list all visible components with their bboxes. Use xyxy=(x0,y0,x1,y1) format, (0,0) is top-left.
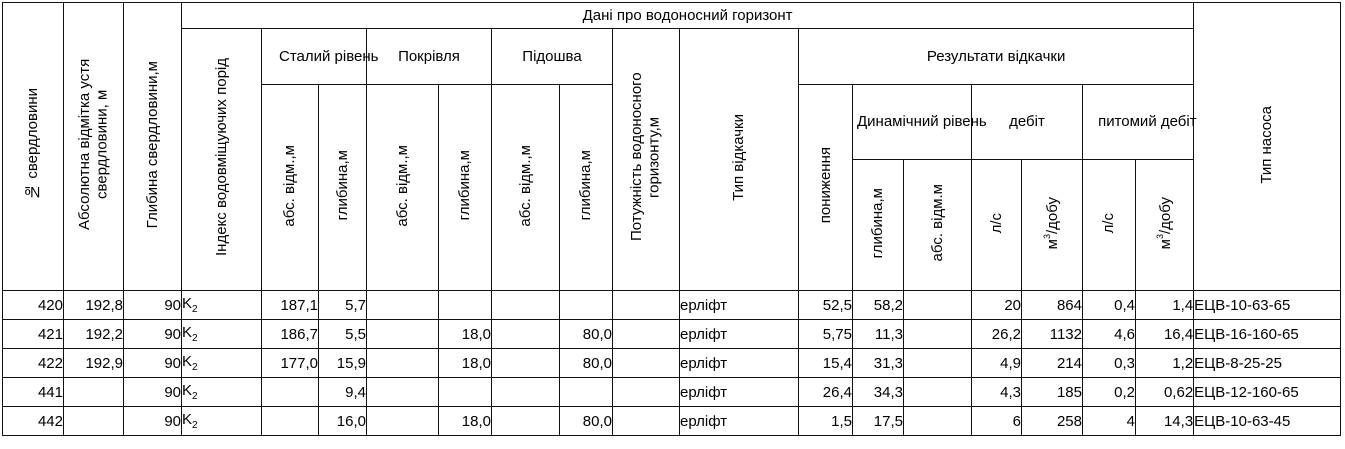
header-abs-mark: Абсолютна відмітка устя свердловини, м xyxy=(64,3,124,291)
table-row xyxy=(3,349,1341,378)
cell-pump: ЕЦВ-10-63-65 xyxy=(1194,291,1341,320)
cell-sq-ls: 0,2 xyxy=(1083,378,1136,407)
cell-roof-depth: 18,0 xyxy=(439,407,492,436)
cell-bottom-depth xyxy=(560,378,613,407)
header-sq-ls: л/с xyxy=(1083,160,1136,291)
cell-static-depth: 16,0 xyxy=(319,407,367,436)
cell-bottom-depth: 80,0 xyxy=(560,320,613,349)
cell-roof-abs xyxy=(367,407,439,436)
cell-bottom-depth xyxy=(560,291,613,320)
header-aquifer-group: Дані про водоносний горизонт xyxy=(182,3,1194,29)
cell-static-abs: 187,1 xyxy=(262,291,319,320)
header-depth: Глибина свердловини,м xyxy=(124,3,182,291)
header-static-abs: абс. відм.,м xyxy=(262,85,319,291)
cell-roof-abs xyxy=(367,349,439,378)
cell-dyn-depth: 58,2 xyxy=(853,291,904,320)
cell-thickness xyxy=(613,291,680,320)
cell-dyn-depth: 17,5 xyxy=(853,407,904,436)
header-sq-m3: $м^3$/добу xyxy=(1136,160,1194,291)
cell-index: $K_2$ xyxy=(182,291,262,320)
cell-static-depth: 15,9 xyxy=(319,349,367,378)
table-row xyxy=(3,291,1341,320)
cell-abs-mark xyxy=(64,378,124,407)
cell-bottom-abs xyxy=(492,320,560,349)
cell-dyn-depth: 34,3 xyxy=(853,378,904,407)
cell-abs-mark xyxy=(64,407,124,436)
header-dyn-depth: глибина,м xyxy=(853,160,904,291)
header-q-m3: $м^3$/добу xyxy=(1022,160,1083,291)
cell-depth: 90 xyxy=(124,349,182,378)
cell-dyn-depth: 11,3 xyxy=(853,320,904,349)
header-roof-abs: абс. відм.,м xyxy=(367,85,439,291)
cell-roof-abs xyxy=(367,291,439,320)
cell-dyn-abs xyxy=(904,320,972,349)
cell-sq-ls: 4 xyxy=(1083,407,1136,436)
cell-bottom-abs xyxy=(492,378,560,407)
cell-test-type: ерліфт xyxy=(680,407,799,436)
cell-drawdown: 5,75 xyxy=(799,320,853,349)
cell-roof-depth: 18,0 xyxy=(439,320,492,349)
cell-roof-abs xyxy=(367,378,439,407)
cell-q-m3: 185 xyxy=(1022,378,1083,407)
cell-well-no: 420 xyxy=(3,291,64,320)
cell-depth: 90 xyxy=(124,407,182,436)
cell-q-m3: 864 xyxy=(1022,291,1083,320)
cell-thickness xyxy=(613,349,680,378)
cell-q-ls: 4,9 xyxy=(972,349,1022,378)
header-bottom-depth: глибина,м xyxy=(560,85,613,291)
wells-table xyxy=(2,2,1341,436)
cell-q-ls: 4,3 xyxy=(972,378,1022,407)
cell-bottom-abs xyxy=(492,349,560,378)
cell-depth: 90 xyxy=(124,320,182,349)
cell-static-depth: 9,4 xyxy=(319,378,367,407)
cell-roof-abs xyxy=(367,320,439,349)
cell-index: $K_2$ xyxy=(182,320,262,349)
cell-index: $K_2$ xyxy=(182,378,262,407)
cell-pump: ЕЦВ-12-160-65 xyxy=(1194,378,1341,407)
cell-static-depth: 5,7 xyxy=(319,291,367,320)
cell-thickness xyxy=(613,320,680,349)
cell-q-m3: 258 xyxy=(1022,407,1083,436)
cell-static-abs xyxy=(262,378,319,407)
cell-sq-m3: 16,4 xyxy=(1136,320,1194,349)
cell-index: $K_2$ xyxy=(182,407,262,436)
header-bottom: Підошва xyxy=(492,29,613,85)
cell-static-depth: 5,5 xyxy=(319,320,367,349)
cell-well-no: 442 xyxy=(3,407,64,436)
header-specific-debit: питомий дебіт xyxy=(1083,85,1194,160)
cell-sq-m3: 0,62 xyxy=(1136,378,1194,407)
table-row xyxy=(3,378,1341,407)
cell-dyn-abs xyxy=(904,407,972,436)
header-results: Результати відкачки xyxy=(799,29,1194,85)
cell-q-m3: 214 xyxy=(1022,349,1083,378)
cell-abs-mark: 192,8 xyxy=(64,291,124,320)
header-well-no: № свердловини xyxy=(3,3,64,291)
cell-test-type: ерліфт xyxy=(680,291,799,320)
cell-bottom-depth: 80,0 xyxy=(560,349,613,378)
table-row xyxy=(3,320,1341,349)
cell-roof-depth xyxy=(439,378,492,407)
cell-drawdown: 26,4 xyxy=(799,378,853,407)
cell-bottom-abs xyxy=(492,407,560,436)
cell-sq-m3: 14,3 xyxy=(1136,407,1194,436)
cell-pump: ЕЦВ-16-160-65 xyxy=(1194,320,1341,349)
cell-drawdown: 52,5 xyxy=(799,291,853,320)
cell-dyn-abs xyxy=(904,291,972,320)
cell-pump: ЕЦВ-8-25-25 xyxy=(1194,349,1341,378)
cell-test-type: ерліфт xyxy=(680,320,799,349)
cell-sq-m3: 1,4 xyxy=(1136,291,1194,320)
cell-sq-ls: 0,4 xyxy=(1083,291,1136,320)
cell-q-m3: 1132 xyxy=(1022,320,1083,349)
cell-thickness xyxy=(613,378,680,407)
cell-depth: 90 xyxy=(124,378,182,407)
cell-dyn-abs xyxy=(904,378,972,407)
cell-pump: ЕЦВ-10-63-45 xyxy=(1194,407,1341,436)
cell-sq-m3: 1,2 xyxy=(1136,349,1194,378)
table-header xyxy=(3,3,1341,291)
cell-bottom-depth: 80,0 xyxy=(560,407,613,436)
cell-q-ls: 6 xyxy=(972,407,1022,436)
cell-q-ls: 20 xyxy=(972,291,1022,320)
cell-static-abs xyxy=(262,407,319,436)
cell-index: $K_2$ xyxy=(182,349,262,378)
header-static-level: Сталий рівень xyxy=(262,29,367,85)
header-debit: дебіт xyxy=(972,85,1083,160)
cell-well-no: 422 xyxy=(3,349,64,378)
header-dynamic-level: Динамічний рівень xyxy=(853,85,972,160)
cell-drawdown: 1,5 xyxy=(799,407,853,436)
table-row xyxy=(3,407,1341,436)
cell-static-abs: 186,7 xyxy=(262,320,319,349)
cell-abs-mark: 192,9 xyxy=(64,349,124,378)
header-bottom-abs: абс. відм.,м xyxy=(492,85,560,291)
cell-well-no: 441 xyxy=(3,378,64,407)
cell-sq-ls: 0,3 xyxy=(1083,349,1136,378)
cell-well-no: 421 xyxy=(3,320,64,349)
header-thickness: Потужність водоносного горизонту,м xyxy=(613,29,680,291)
cell-drawdown: 15,4 xyxy=(799,349,853,378)
cell-test-type: ерліфт xyxy=(680,349,799,378)
cell-roof-depth xyxy=(439,291,492,320)
header-roof-depth: глибина,м xyxy=(439,85,492,291)
cell-roof-depth: 18,0 xyxy=(439,349,492,378)
cell-dyn-abs xyxy=(904,349,972,378)
cell-static-abs: 177,0 xyxy=(262,349,319,378)
cell-dyn-depth: 31,3 xyxy=(853,349,904,378)
header-drawdown: пониження xyxy=(799,85,853,291)
header-q-ls: л/с xyxy=(972,160,1022,291)
header-dyn-abs: абс. відм.м xyxy=(904,160,972,291)
header-static-depth: глибина,м xyxy=(319,85,367,291)
cell-q-ls: 26,2 xyxy=(972,320,1022,349)
header-index: Індекс водовміщуючих порід xyxy=(182,29,262,291)
cell-test-type: ерліфт xyxy=(680,378,799,407)
cell-thickness xyxy=(613,407,680,436)
cell-bottom-abs xyxy=(492,291,560,320)
cell-sq-ls: 4,6 xyxy=(1083,320,1136,349)
header-test-type: Тип відкачки xyxy=(680,29,799,291)
cell-depth: 90 xyxy=(124,291,182,320)
header-pump-type: Тип насоса xyxy=(1194,3,1341,291)
table-body xyxy=(3,291,1341,436)
header-roof: Покрівля xyxy=(367,29,492,85)
cell-abs-mark: 192,2 xyxy=(64,320,124,349)
